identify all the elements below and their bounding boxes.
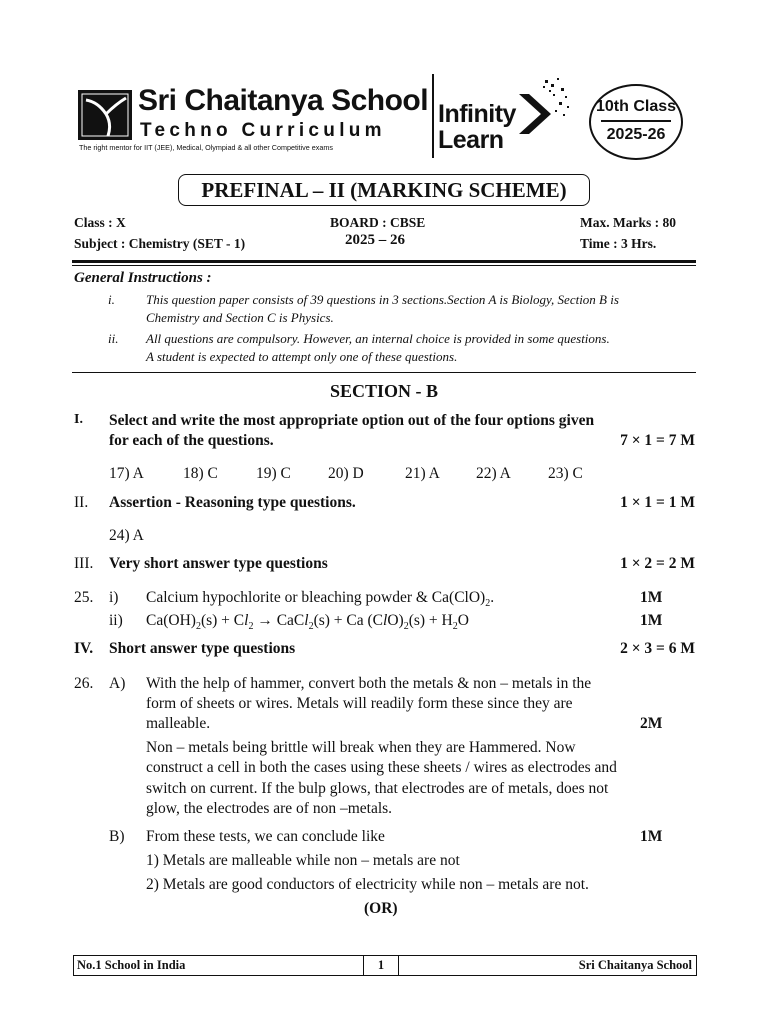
instructions-heading: General Instructions : [74,270,212,286]
question-marks: 7 × 1 = 7 M [620,432,695,449]
partner-logo-line2: Learn [438,126,504,154]
answer-marks: 1M [640,589,663,606]
question-num: III. [74,555,94,572]
answer-item: 20) D [328,465,364,482]
sub-label: A) [109,675,126,692]
question-num: IV. [74,640,94,657]
infinity-arrow-icon [505,74,577,153]
time-label: Time : 3 Hrs. [580,236,657,251]
instruction-line: Chemistry and Section C is Physics. [146,310,334,325]
answer-item: 18) C [183,465,218,482]
instruction-text [146,291,619,327]
instruction-line: This question paper consists of 39 questions in 3 sections.Section A is Biology, Section B is [146,292,619,307]
answer-item: 22) A [476,465,511,482]
header-rule [72,260,696,263]
header-rule-thin [72,265,696,266]
instruction-num: i. [108,292,115,307]
max-marks: Max. Marks : 80 [580,215,676,230]
instruction-line: All questions are compulsory. However, an internal choice is provided in some questions. [146,331,610,346]
answer-text [146,589,494,609]
school-emblem-icon [78,90,132,140]
answer-part: Calcium hypochlorite or bleaching powder & Ca(ClO) [146,589,486,606]
sub-label: i) [109,589,119,606]
badge-divider [601,120,671,122]
class-label: Class : X [74,215,126,230]
class-badge-year: 2025-26 [606,125,666,143]
chemical-equation: $Ca(OH)_2(s) + Cl_2$ → CaCl$_2$(s) + Ca $(ClO)_2(s) + H_2O$ [146,612,469,633]
question-text: for each of the questions. [109,432,274,449]
section-title: SECTION - B [329,381,439,401]
exam-title: PREFINAL – II (MARKING SCHEME) [178,174,590,206]
class-badge-label: 10th Class [595,98,677,115]
answer-line: form of sheets or wires. Metals will readily form these since they are [146,695,573,712]
answer-item: 17) A [109,465,144,482]
answer-line: With the help of hammer, convert both the metals & non – metals in the [146,675,592,692]
answer-point: 1) Metals are malleable while non – metals are not [146,852,460,869]
question-text: Select and write the most appropriate option out of the four options given [109,412,595,429]
answer-point: 2) Metals are good conductors of electricity while non – metals are not. [146,876,589,893]
board-label: BOARD : CBSE [330,215,426,230]
instruction-num: ii. [108,331,119,346]
question-num: 26. [74,675,94,692]
answer-item: 21) A [405,465,440,482]
answer-line: From these tests, we can conclude like [146,828,385,845]
sub-label: ii) [109,612,123,629]
footer-right: Sri Chaitanya School [578,958,692,972]
question-text: Short answer type questions [109,640,296,657]
partner-logo-line1: Infinity [438,100,516,128]
curriculum-name: Techno Curriculum [140,120,386,141]
question-num: II. [74,494,89,511]
header-divider [432,74,434,158]
answer-item: 24) A [109,527,144,544]
class-badge [589,84,683,160]
tagline: The right mentor for IIT (JEE), Medical, Olympiad & all other Competitive exams [79,143,333,152]
answer-marks: 1M [640,612,663,629]
sub-label: B) [109,828,125,845]
answer-line: glow, the electrodes are of non –metals. [146,800,393,817]
answer-item: 23) C [548,465,583,482]
answer-line: Non – metals being brittle will break when they are Hammered. Now [146,739,576,756]
question-num: 25. [74,589,94,606]
subscript: 2 [485,598,491,610]
answer-item: 19) C [256,465,291,482]
instruction-text [146,330,610,366]
question-marks: 2 × 3 = 6 M [620,640,695,657]
answer-line: malleable. [146,715,211,732]
question-text: Very short answer type questions [109,555,328,572]
answer-marks: 2M [640,715,663,732]
subject-label: Subject : Chemistry (SET - 1) [74,236,246,251]
answer-marks: 1M [640,828,663,845]
instruction-line: A student is expected to attempt only one of these questions. [146,349,458,364]
school-name: Sri Chaitanya School [138,84,429,117]
answer-part: . [490,589,495,606]
question-marks: 1 × 2 = 2 M [620,555,695,572]
question-num: I. [74,412,83,427]
question-text: Assertion - Reasoning type questions. [109,494,356,511]
instructions-rule [72,372,696,373]
page-number: 1 [364,956,399,975]
answer-line: switch on current. If the bulp glows, that electrodes are of metals, does not [146,780,609,797]
footer-left: No.1 School in India [74,956,364,975]
answer-line: construct a cell in both the cases using these sheets / wires as electrodes and [146,759,617,776]
or-separator: (OR) [364,900,398,917]
academic-year: 2025 – 26 [345,232,405,248]
question-marks: 1 × 1 = 1 M [620,494,695,511]
page-footer [73,955,697,976]
